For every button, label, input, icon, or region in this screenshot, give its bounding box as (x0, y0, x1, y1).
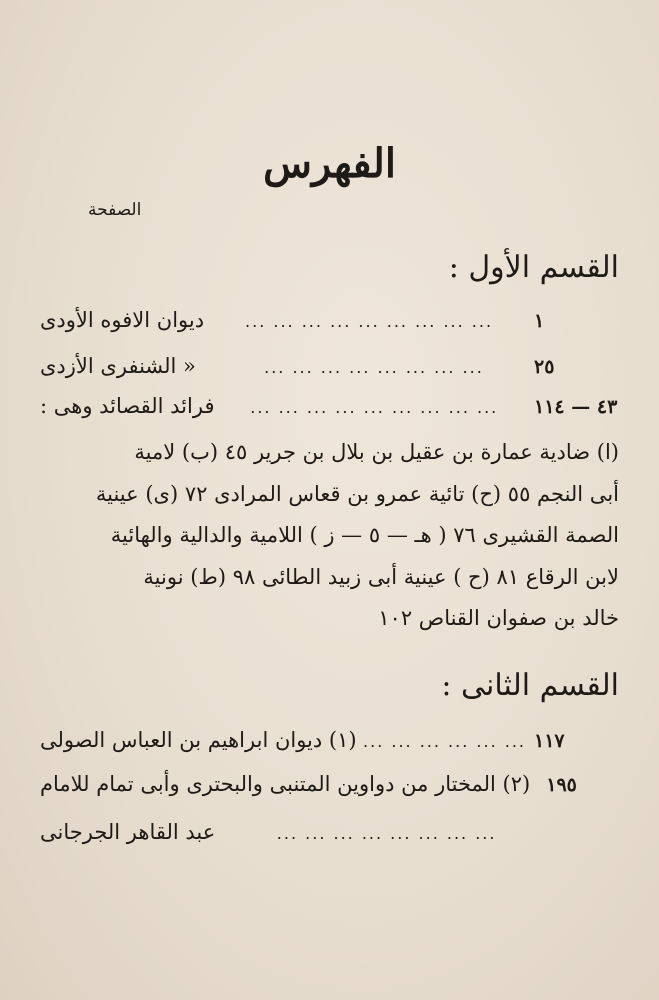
toc-leader-dots: ... ... ... ... ... ... ... ... (276, 824, 497, 843)
section-2-heading: القسم الثانى : (441, 668, 619, 703)
paragraph-line: خالد بن صفوان القناص ١٠٢ (378, 606, 619, 630)
section-1-heading: القسم الأول : (448, 250, 619, 285)
toc-entry-title: « الشنفرى الأزدى (40, 354, 196, 378)
toc-entry-title: فرائد القصائد وهى : (40, 394, 215, 418)
toc-entry-page: ٢٥ (534, 356, 555, 378)
toc-entry-page: ١٩٥ (546, 774, 577, 796)
paragraph-line: لابن الرقاع ٨١ (ح ) عينية أبى زبيد الطائى ٩٨ (ط) نونية (143, 564, 619, 589)
toc-entry-title: (١) ديوان ابراهيم بن العباس الصولى (40, 728, 357, 752)
toc-leader-dots: ... ... ... ... ... ... ... ... ... (245, 312, 494, 331)
toc-leader-dots: ... ... ... ... ... ... ... ... (264, 358, 484, 377)
toc-entry (40, 772, 619, 808)
paragraph-line: (ا) ضادية عمارة بن عقيل بن بلال بن جرير ٤٥ (ب) لامية (134, 440, 619, 464)
toc-entry-title: (٢) المختار من دواوين المتنبى والبحترى وأبى تمام للامام (40, 772, 531, 796)
toc-entry (40, 820, 619, 856)
toc-entry (40, 728, 619, 764)
page-title: الفهرس (263, 140, 396, 187)
toc-leader-dots: ... ... ... ... ... ... (363, 732, 526, 751)
paragraph-line: أبى النجم ٥٥ (ح) تائية عمرو بن قعاس المرادى ٧٢ (ى) عينية (95, 481, 619, 506)
toc-entry-title: ديوان الافوه الأودى (40, 308, 205, 332)
toc-entry (40, 394, 619, 430)
toc-entry-page: ٤٣ — ١١٤ (534, 396, 618, 418)
toc-leader-dots: ... ... ... ... ... ... ... ... ... (250, 398, 499, 417)
toc-entry-page: ١١٧ (534, 730, 565, 752)
toc-entry (40, 308, 619, 344)
toc-entry-page: ١ (534, 310, 545, 332)
toc-entry-title: عبد القاهر الجرجانى (40, 820, 216, 844)
toc-entry (40, 354, 619, 390)
paragraph-line: الصمة القشيرى ٧٦ ( هـ — ٥ — ز ) اللامية والدالية والهائية (110, 523, 619, 547)
toc-subentries-paragraph (35, 432, 619, 640)
page-column-label: الصفحة (88, 200, 142, 220)
